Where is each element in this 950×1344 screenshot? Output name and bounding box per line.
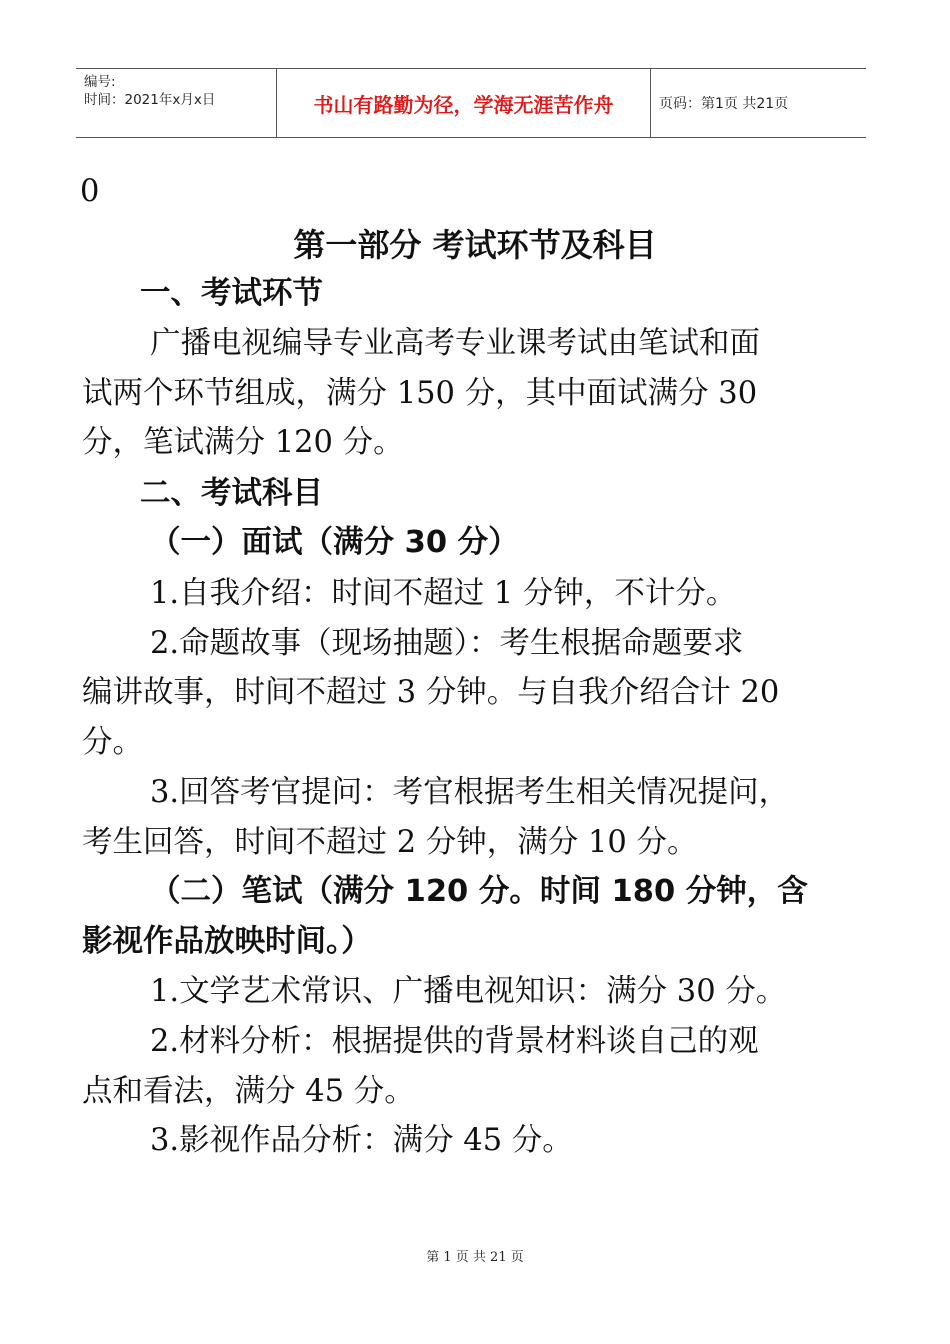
page-header xyxy=(76,68,866,138)
paragraph-line: 试两个环节组成，满分 150 分，其中面试满分 30 xyxy=(82,376,758,411)
header-time-label: 时间：2021年x月x日 xyxy=(84,92,216,108)
interview-item: 3.回答考官提问：考官根据考生相关情况提问， xyxy=(150,775,790,810)
section1-heading: 一、考试环节 xyxy=(140,276,323,311)
header-page-info: 页码：第1页 共21页 xyxy=(659,96,789,112)
interview-item: 2.命题故事（现场抽题）：考生根据命题要求 xyxy=(150,626,744,661)
interview-item: 分。 xyxy=(82,725,143,760)
interview-item: 编讲故事，时间不超过 3 分钟。与自我介绍合计 20 xyxy=(82,675,780,710)
interview-item: 1.自我介绍：时间不超过 1 分钟，不计分。 xyxy=(150,576,737,611)
paragraph-line: 分，笔试满分 120 分。 xyxy=(82,425,404,460)
written-heading: 影视作品放映时间。） xyxy=(82,924,372,959)
written-item: 1.文学艺术常识、广播电视知识：满分 30 分。 xyxy=(150,974,787,1009)
interview-item: 考生回答，时间不超过 2 分钟，满分 10 分。 xyxy=(82,825,698,860)
written-item: 3.影视作品分析：满分 45 分。 xyxy=(150,1123,573,1158)
header-number-label: 编号: xyxy=(84,74,116,90)
page-title: 第一部分 考试环节及科目 xyxy=(293,226,657,264)
written-heading: （二）笔试（满分 120 分。时间 180 分钟，含 xyxy=(150,874,808,909)
stray-zero: 0 xyxy=(80,174,100,209)
header-motto: 书山有路勤为径，学海无涯苦作舟 xyxy=(277,69,651,137)
interview-heading: （一）面试（满分 30 分） xyxy=(150,525,519,560)
written-item: 点和看法，满分 45 分。 xyxy=(82,1074,415,1109)
page-footer: 第 1 页 共 21 页 xyxy=(426,1250,524,1265)
paragraph-line: 广播电视编导专业高考专业课考试由笔试和面 xyxy=(150,326,760,361)
header-meta xyxy=(76,69,277,137)
section2-heading: 二、考试科目 xyxy=(140,476,323,511)
written-item: 2.材料分析：根据提供的背景材料谈自己的观 xyxy=(150,1024,759,1059)
